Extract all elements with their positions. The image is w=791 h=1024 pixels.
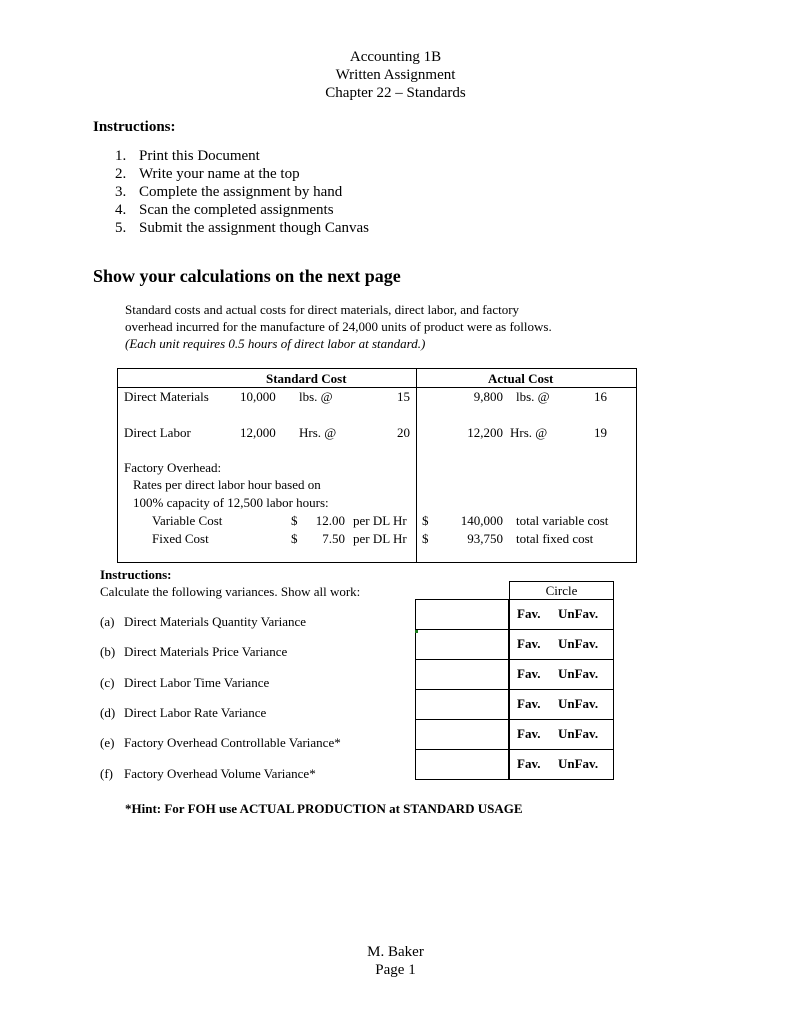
unfav-option[interactable]: UnFav. <box>558 606 599 621</box>
assignment-title: Written Assignment <box>335 67 456 83</box>
dl-label: Direct Labor <box>124 425 191 440</box>
dm-std-price: 15 <box>397 389 410 404</box>
actual-cost-header: Actual Cost <box>488 371 554 386</box>
section-heading: Show your calculations on the next page <box>93 266 401 286</box>
variances-heading: Instructions: <box>100 567 172 582</box>
answer-box-b[interactable] <box>415 629 509 660</box>
course-title: Accounting 1B <box>349 49 442 65</box>
answer-box-e[interactable] <box>415 719 509 750</box>
variances-subtitle: Calculate the following variances. Show all work: <box>100 584 361 599</box>
fixed-per: per DL Hr <box>353 531 407 546</box>
foh-rate-note: Rates per direct labor hour based on <box>133 477 321 492</box>
circle-header: Circle <box>509 581 614 600</box>
fixed-act-amount: 93,750 <box>467 531 503 546</box>
unfav-option[interactable]: UnFav. <box>558 696 599 711</box>
dm-act-unit: lbs. @ <box>516 389 550 404</box>
intro-line-2: overhead incurred for the manufacture of 24,000 units of product were as follows. <box>125 319 552 334</box>
dl-std-qty: 12,000 <box>240 425 276 440</box>
unfav-option[interactable]: UnFav. <box>558 666 599 681</box>
variable-cost-label: Variable Cost <box>152 513 223 528</box>
fav-option[interactable]: Fav. <box>517 636 541 651</box>
unfav-option[interactable]: UnFav. <box>558 636 599 651</box>
dm-label: Direct Materials <box>124 389 209 404</box>
table-column-divider <box>416 368 417 563</box>
footer-author: M. Baker <box>367 944 424 960</box>
foh-label: Factory Overhead: <box>124 460 222 475</box>
fav-option[interactable]: Fav. <box>517 606 541 621</box>
variable-act-desc: total variable cost <box>516 513 609 528</box>
variance-label-f: (f) Factory Overhead Volume Variance* <box>100 766 316 781</box>
variance-label-b: (b) Direct Materials Price Variance <box>100 644 288 659</box>
fav-unfav-box-f[interactable] <box>509 749 614 780</box>
footer-page-number: Page 1 <box>375 962 416 978</box>
fav-unfav-box-e[interactable] <box>509 719 614 750</box>
variable-dollar: $ <box>291 513 298 528</box>
list-item: 2. Write your name at the top <box>115 166 300 182</box>
fixed-act-dollar: $ <box>422 531 429 546</box>
dm-act-qty: 9,800 <box>473 389 503 404</box>
answer-box-c[interactable] <box>415 659 509 690</box>
instructions-list <box>115 147 369 237</box>
hint-text: *Hint: For FOH use ACTUAL PRODUCTION at STANDARD USAGE <box>125 801 523 816</box>
fav-unfav-box-b[interactable] <box>509 629 614 660</box>
answer-box-a[interactable] <box>415 599 509 630</box>
fav-unfav-box-a[interactable] <box>509 599 614 630</box>
standard-cost-header: Standard Cost <box>266 371 347 386</box>
foh-capacity-note: 100% capacity of 12,500 labor hours: <box>133 495 329 510</box>
fav-unfav-box-c[interactable] <box>509 659 614 690</box>
variance-label-a: (a) Direct Materials Quantity Variance <box>100 614 307 629</box>
variable-act-amount: 140,000 <box>460 513 503 528</box>
intro-line-3: (Each unit requires 0.5 hours of direct labor at standard.) <box>125 336 426 351</box>
dm-std-unit: lbs. @ <box>299 389 333 404</box>
dm-std-qty: 10,000 <box>240 389 276 404</box>
dl-std-price: 20 <box>397 425 410 440</box>
intro-line-1: Standard costs and actual costs for direct materials, direct labor, and factory <box>125 302 520 317</box>
fixed-act-desc: total fixed cost <box>516 531 594 546</box>
dl-act-price: 19 <box>594 425 607 440</box>
list-item: 3. Complete the assignment by hand <box>115 184 343 200</box>
fixed-dollar: $ <box>291 531 298 546</box>
fav-unfav-box-d[interactable] <box>509 689 614 720</box>
variance-label-c: (c) Direct Labor Time Variance <box>100 675 270 690</box>
unfav-option[interactable]: UnFav. <box>558 726 599 741</box>
fav-option[interactable]: Fav. <box>517 666 541 681</box>
variable-rate: 12.00 <box>315 513 345 528</box>
fixed-rate: 7.50 <box>322 531 345 546</box>
list-item: 4. Scan the completed assignments <box>115 202 334 218</box>
list-item: 5. Submit the assignment though Canvas <box>115 220 369 236</box>
chapter-title: Chapter 22 – Standards <box>325 85 466 101</box>
fav-option[interactable]: Fav. <box>517 696 541 711</box>
answer-box-f[interactable] <box>415 749 509 780</box>
variance-label-e: (e) Factory Overhead Controllable Variance* <box>100 735 341 750</box>
list-item: 1. Print this Document <box>115 148 260 164</box>
variance-label-d: (d) Direct Labor Rate Variance <box>100 705 267 720</box>
fixed-cost-label: Fixed Cost <box>152 531 209 546</box>
instructions-heading: Instructions: <box>93 119 176 135</box>
unfav-option[interactable]: UnFav. <box>558 756 599 771</box>
answer-box-d[interactable] <box>415 689 509 720</box>
fav-option[interactable]: Fav. <box>517 726 541 741</box>
cell-marker <box>415 630 418 633</box>
fav-option[interactable]: Fav. <box>517 756 541 771</box>
dl-std-unit: Hrs. @ <box>299 425 337 440</box>
variable-per: per DL Hr <box>353 513 407 528</box>
table-header-divider <box>117 387 637 388</box>
dl-act-unit: Hrs. @ <box>510 425 548 440</box>
dl-act-qty: 12,200 <box>467 425 503 440</box>
dm-act-price: 16 <box>594 389 607 404</box>
variable-act-dollar: $ <box>422 513 429 528</box>
